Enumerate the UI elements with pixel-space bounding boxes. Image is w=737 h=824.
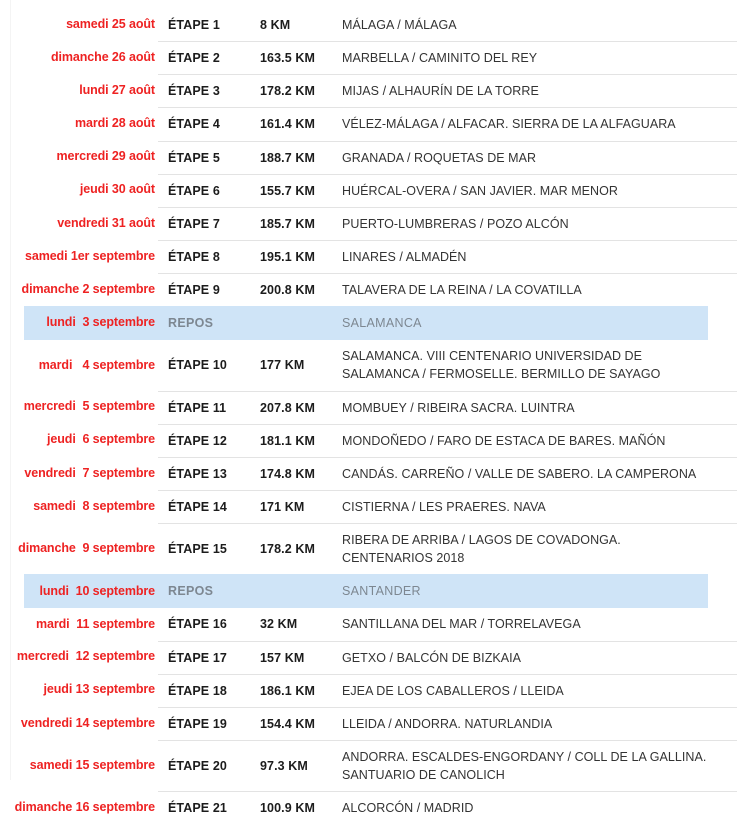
row-separator-region xyxy=(158,608,737,640)
distance-cell: 185.7 KM xyxy=(260,216,315,231)
date-cell: jeudi 6 septembre xyxy=(47,432,155,447)
distance-cell: 188.7 KM xyxy=(260,150,315,165)
row-separator-region xyxy=(158,674,737,707)
route-cell: SALAMANCA xyxy=(342,316,422,331)
row-separator-region xyxy=(158,707,737,740)
distance-cell: 174.8 KM xyxy=(260,466,315,481)
table-row xyxy=(0,457,737,490)
date-cell: mercredi 12 septembre xyxy=(16,649,155,664)
table-row xyxy=(0,107,737,140)
date-cell: mardi 4 septembre xyxy=(38,357,155,372)
date-cell: dimanche 2 septembre xyxy=(21,281,155,296)
rest-label-cell: REPOS xyxy=(168,584,214,599)
distance-cell: 171 KM xyxy=(260,499,305,514)
table-row xyxy=(0,141,737,174)
stage-number-cell: ÉTAPE 11 xyxy=(168,400,227,415)
date-cell: lundi 10 septembre xyxy=(39,583,155,598)
row-separator-region xyxy=(158,391,737,424)
stage-number-cell: ÉTAPE 18 xyxy=(168,683,227,698)
row-separator-region xyxy=(158,424,737,457)
table-row xyxy=(0,9,737,41)
row-body xyxy=(158,42,737,74)
date-cell: mercredi 29 août xyxy=(56,149,155,164)
row-body xyxy=(158,458,737,490)
table-row xyxy=(0,490,737,523)
stage-number-cell: ÉTAPE 16 xyxy=(168,617,227,632)
row-body xyxy=(158,675,737,707)
table-row xyxy=(0,424,737,457)
route-cell: TALAVERA DE LA REINA / LA COVATILLA xyxy=(342,283,582,297)
table-row xyxy=(0,273,737,306)
route-cell: SALAMANCA. VIII CENTENARIO UNIVERSIDAD DE SALAMANCA / FERMOSELLE. BERMILLO DE SAYAGO xyxy=(342,349,661,382)
date-cell: jeudi 13 septembre xyxy=(43,682,155,697)
route-cell: LLEIDA / ANDORRA. NATURLANDIA xyxy=(342,716,553,731)
stage-number-cell: ÉTAPE 17 xyxy=(168,650,227,665)
rest-day-row xyxy=(0,306,737,340)
distance-cell: 154.4 KM xyxy=(260,716,315,731)
route-cell: LINARES / ALMADÉN xyxy=(342,249,467,264)
route-cell: CISTIERNA / LES PRAERES. NAVA xyxy=(342,499,546,514)
table-row xyxy=(0,641,737,674)
row-body xyxy=(158,608,737,640)
date-cell: samedi 1er septembre xyxy=(24,248,155,263)
distance-cell: 186.1 KM xyxy=(260,683,315,698)
stage-number-cell: ÉTAPE 3 xyxy=(168,84,220,99)
row-separator-region xyxy=(158,791,737,824)
row-body xyxy=(158,108,737,140)
row-body xyxy=(158,574,737,608)
date-cell: lundi 27 août xyxy=(79,83,155,97)
table-row xyxy=(0,240,737,273)
row-separator-region xyxy=(158,41,737,74)
route-cell: MIJAS / ALHAURÍN DE LA TORRE xyxy=(342,84,539,99)
table-row xyxy=(0,207,737,240)
row-separator-region xyxy=(158,574,737,608)
date-cell: dimanche 26 août xyxy=(51,49,155,64)
row-separator-region xyxy=(158,9,737,41)
row-body xyxy=(158,306,737,340)
row-body xyxy=(158,708,737,740)
distance-cell: 178.2 KM xyxy=(260,84,315,99)
row-body xyxy=(158,175,737,207)
rest-day-row xyxy=(0,574,737,608)
row-body xyxy=(158,9,737,41)
route-cell: ANDORRA. ESCALDES-ENGORDANY / COLL DE LA GALLINA. SANTUARIO DE CANOLICH xyxy=(342,749,707,782)
table-row xyxy=(0,523,737,574)
route-cell: EJEA DE LOS CABALLEROS / LLEIDA xyxy=(342,683,564,698)
date-cell: samedi 25 août xyxy=(66,17,155,32)
row-separator-region xyxy=(158,306,737,340)
route-cell: RIBERA DE ARRIBA / LAGOS DE COVADONGA. CENTENARIOS 2018 xyxy=(342,533,621,566)
distance-cell: 178.2 KM xyxy=(260,542,315,557)
distance-cell: 181.1 KM xyxy=(260,433,315,448)
date-cell: mardi 28 août xyxy=(75,116,155,131)
row-separator-region xyxy=(158,74,737,107)
distance-cell: 155.7 KM xyxy=(260,183,315,198)
stage-number-cell: ÉTAPE 12 xyxy=(168,433,227,448)
date-cell: samedi 15 septembre xyxy=(29,757,155,772)
row-separator-region xyxy=(158,740,737,791)
distance-cell: 100.9 KM xyxy=(260,801,315,816)
route-cell: GETXO / BALCÓN DE BIZKAIA xyxy=(342,650,522,665)
stage-number-cell: ÉTAPE 13 xyxy=(168,466,227,481)
row-separator-region xyxy=(158,240,737,273)
route-cell: SANTILLANA DEL MAR / TORRELAVEGA xyxy=(342,617,581,632)
stage-number-cell: ÉTAPE 14 xyxy=(168,499,227,514)
date-cell: mardi 11 septembre xyxy=(36,616,155,631)
date-cell: samedi 8 septembre xyxy=(33,498,155,513)
distance-cell: 195.1 KM xyxy=(260,249,315,264)
row-separator-region xyxy=(158,523,737,574)
date-cell: jeudi 30 août xyxy=(79,182,155,197)
table-row xyxy=(0,740,737,791)
route-cell: ALCORCÓN / MADRID xyxy=(342,801,474,816)
date-cell: dimanche 9 septembre xyxy=(18,540,155,555)
row-separator-region xyxy=(158,641,737,674)
row-body xyxy=(158,792,737,824)
distance-cell: 8 KM xyxy=(260,18,291,33)
distance-cell: 97.3 KM xyxy=(260,759,308,773)
row-body xyxy=(158,425,737,457)
table-row xyxy=(0,391,737,424)
row-separator-region xyxy=(158,207,737,240)
row-separator-region xyxy=(158,141,737,174)
row-body xyxy=(158,491,737,523)
stage-number-cell: ÉTAPE 6 xyxy=(168,183,220,198)
distance-cell: 32 KM xyxy=(260,617,298,632)
row-body xyxy=(158,241,737,273)
route-cell: GRANADA / ROQUETAS DE MAR xyxy=(342,150,537,165)
row-body xyxy=(158,741,737,791)
stage-number-cell: ÉTAPE 9 xyxy=(168,283,220,298)
route-cell: SANTANDER xyxy=(342,584,421,599)
distance-cell: 177 KM xyxy=(260,358,305,373)
row-body xyxy=(158,142,737,174)
stage-number-cell: ÉTAPE 7 xyxy=(168,216,220,231)
stage-number-cell: ÉTAPE 4 xyxy=(168,117,220,132)
distance-cell: 200.8 KM xyxy=(260,283,315,298)
table-row xyxy=(0,340,737,390)
distance-cell: 161.4 KM xyxy=(260,117,315,132)
distance-cell: 157 KM xyxy=(260,650,305,665)
table-row xyxy=(0,707,737,740)
route-cell: HUÉRCAL-OVERA / SAN JAVIER. MAR MENOR xyxy=(342,183,618,198)
row-separator-region xyxy=(158,490,737,523)
route-cell: PUERTO-LUMBRERAS / POZO ALCÓN xyxy=(342,216,569,231)
date-cell: vendredi 7 septembre xyxy=(24,465,155,480)
route-cell: MARBELLA / CAMINITO DEL REY xyxy=(342,51,538,66)
distance-cell: 163.5 KM xyxy=(260,51,315,66)
table-row xyxy=(0,791,737,824)
rest-label-cell: REPOS xyxy=(168,316,214,331)
route-cell: MOMBUEY / RIBEIRA SACRA. LUINTRA xyxy=(342,400,575,415)
stage-number-cell: ÉTAPE 19 xyxy=(168,716,227,731)
date-cell: lundi 3 septembre xyxy=(46,315,155,330)
row-separator-region xyxy=(158,273,737,306)
stage-number-cell: ÉTAPE 15 xyxy=(168,542,227,557)
route-cell: VÉLEZ-MÁLAGA / ALFACAR. SIERRA DE LA ALFAGUARA xyxy=(342,117,676,132)
row-body xyxy=(158,208,737,240)
table-row xyxy=(0,608,737,640)
route-cell: MONDOÑEDO / FARO DE ESTACA DE BARES. MAÑÓN xyxy=(342,433,666,448)
date-cell: dimanche 16 septembre xyxy=(14,799,155,814)
stage-number-cell: ÉTAPE 10 xyxy=(168,358,227,373)
stage-number-cell: ÉTAPE 2 xyxy=(168,51,220,66)
row-body xyxy=(158,524,737,574)
stage-number-cell: ÉTAPE 8 xyxy=(168,249,220,264)
row-separator-region xyxy=(158,457,737,490)
date-cell: vendredi 14 septembre xyxy=(20,715,155,730)
row-separator-region xyxy=(158,340,737,390)
stage-number-cell: ÉTAPE 21 xyxy=(168,801,227,816)
route-cell: CANDÁS. CARREÑO / VALLE DE SABERO. LA CAMPERONA xyxy=(342,466,697,481)
row-separator-region xyxy=(158,174,737,207)
date-cell: vendredi 31 août xyxy=(57,215,155,230)
row-body xyxy=(158,340,737,390)
stage-number-cell: ÉTAPE 5 xyxy=(168,150,220,165)
table-row xyxy=(0,41,737,74)
table-row xyxy=(0,174,737,207)
stage-number-cell: ÉTAPE 20 xyxy=(168,759,227,773)
row-body xyxy=(158,392,737,424)
route-cell: MÁLAGA / MÁLAGA xyxy=(342,18,457,32)
row-body xyxy=(158,642,737,674)
stage-number-cell: ÉTAPE 1 xyxy=(168,18,220,33)
row-body xyxy=(158,75,737,107)
table-row xyxy=(0,74,737,107)
distance-cell: 207.8 KM xyxy=(260,400,315,415)
row-separator-region xyxy=(158,107,737,140)
row-body xyxy=(158,274,737,306)
date-cell: mercredi 5 septembre xyxy=(23,399,155,414)
table-row xyxy=(0,674,737,707)
